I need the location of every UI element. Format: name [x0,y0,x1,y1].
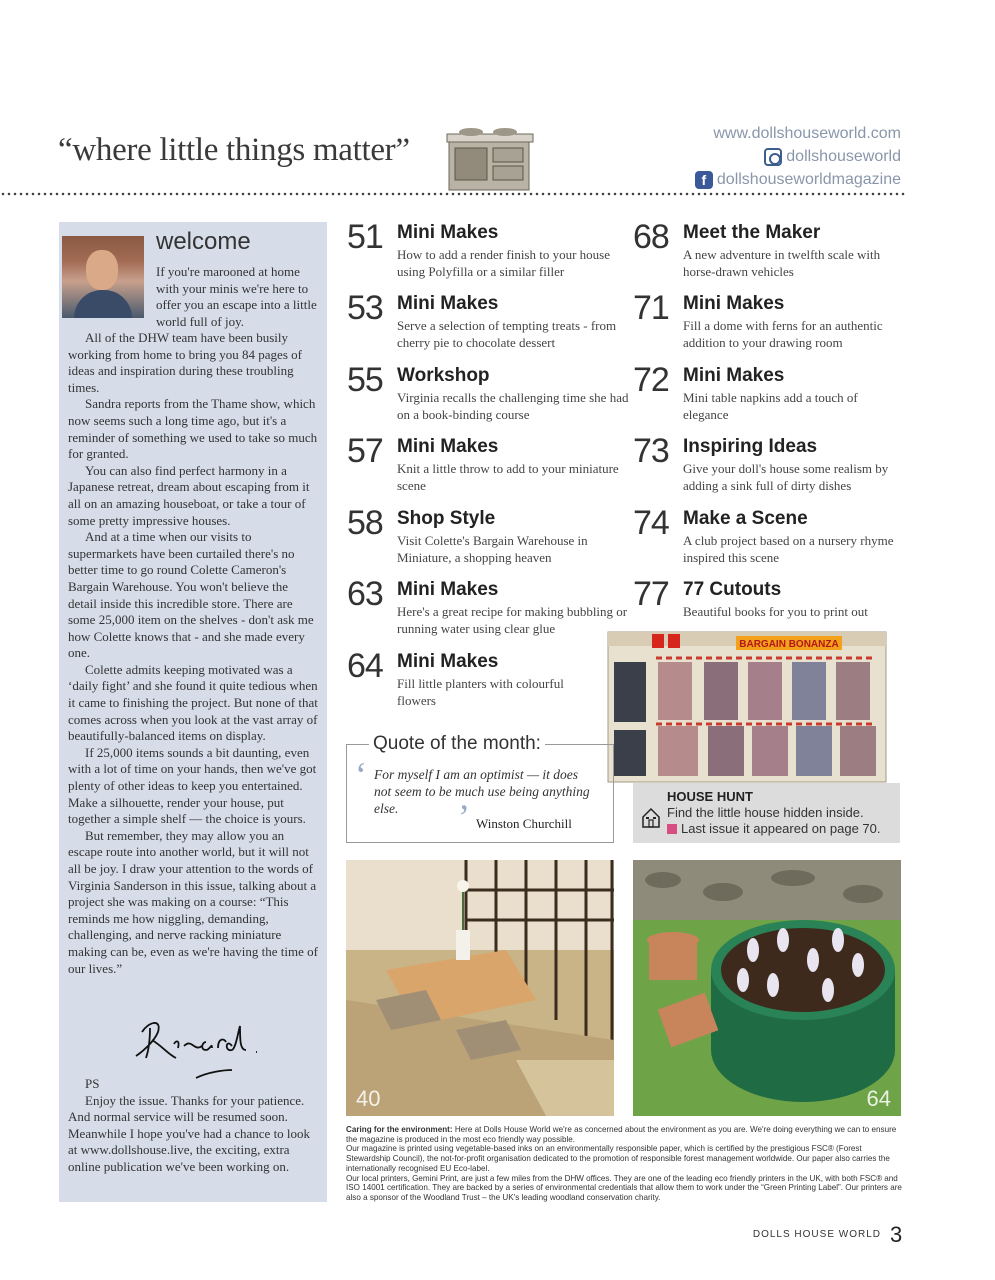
editor-portrait [62,236,144,318]
toc-description: Visit Colette's Bargain Warehouse in Miniature, a shopping heaven [397,533,588,565]
toc-page-number: 58 [347,504,383,542]
toc-page-number: 68 [633,218,669,256]
welcome-paragraph: Sandra reports from the Thame show, which now seems such a long time ago, but it's a reminder of something we used to take so much for granted. [68,396,318,462]
ps-text: Enjoy the issue. Thanks for your patience. And normal service will be resumed soon. Meanwhile I hope you've had a chance to look at www.dollshouse.live, the exciting, extra online publication we've been working on. [68,1092,311,1174]
house-hunt-instruction: Find the little house hidden inside. [667,805,864,820]
postscript [68,1076,320,1176]
welcome-title: welcome [156,228,251,255]
toc-title: Mini Makes [397,579,499,600]
eco-text: Here at Dolls House World we're as concerned about the environment as you are. We're doing everything we can to ensure the magazine is produced in the most eco friendly way possible. [346,1125,897,1144]
welcome-paragraph: You can also find perfect harmony in a Japanese retreat, dream about escaping from it all on an amazing houseboat, or take a tour of some pretty impressive houses. [68,462,310,528]
toc-description: Mini table napkins add a touch of elegance [683,390,858,422]
japanese-room-image [346,860,614,1116]
toc-page-number: 57 [347,432,383,470]
toc-description: Fill little planters with colourful flowers [397,676,564,708]
quote-heading: Quote of the month: [369,733,545,755]
toc-title: Workshop [397,365,490,386]
toc-title: Mini Makes [683,365,785,386]
pink-square-icon [667,824,677,834]
dotted-divider [0,192,905,196]
website-link[interactable]: www.dollshouseworld.com [713,125,901,142]
tagline: “where little things matter” [58,132,410,168]
welcome-paragraph: But remember, they may allow you an escape route into another world, but it will not all be joy. I draw your attention to the words of Virginia Sanderson in this issue, talking about a project she was making on a course: “This reminds me how niggling, demanding, challenging, and nerve racking miniature making can be, even as we're having the time of our lives.” [68,827,318,976]
toc-title: Mini Makes [397,222,499,243]
welcome-paragraph: If 25,000 items sounds a bit daunting, even with a lot of time on your hands, then we've got plenty of other ideas to keep you entertained. Make a silhouette, render your house, put together a simple shelf — the choice is yours. [68,744,317,827]
toc-page-number: 71 [633,289,669,327]
toc-description: Give your doll's house some realism by adding a sink full of dirty dishes [683,461,889,493]
toc-page-number: 63 [347,575,383,613]
toc-description: Here's a great recipe for making bubbling or running water using clear glue [397,604,628,636]
toc-page-number: 55 [347,361,383,399]
welcome-paragraph: And at a time when our visits to supermarkets have been curtailed there's no better time to go round Colette Cameron's Bargain Warehouse. You won't believe the detail inside this incredible store. There are some 25,000 item on the shelves - don't ask me how Colette knows that - and she made every one. [68,529,314,661]
eco-notice [346,1125,902,1203]
facebook-icon: f [695,171,713,189]
stove-image [445,124,535,192]
house-hunt-last-issue: Last issue it appeared on page 70. [667,821,880,836]
page-number: 3 [890,1222,903,1247]
toc-page-number: 51 [347,218,383,256]
bargain-store-image [600,628,892,788]
toc-title: Mini Makes [397,651,499,672]
toc-title: 77 Cutouts [683,579,782,600]
house-hunt-title: HOUSE HUNT [667,789,753,804]
toc-title: Mini Makes [397,293,499,314]
instagram-handle[interactable]: dollshouseworld [786,148,901,165]
welcome-paragraph: Colette admits keeping motivated was a ‘daily fight’ and she found it quite tedious when it came to finishing the project. But none of that comes across when you look at the vast array of beautifully-balanced items on display. [68,661,318,744]
ps-label: PS [85,1076,100,1091]
facebook-handle[interactable]: dollshouseworldmagazine [716,171,901,188]
toc-page-number: 73 [633,432,669,470]
photo-japanese-room[interactable] [346,860,614,1116]
toc-description: A new adventure in twelfth scale with horse-drawn vehicles [683,247,881,279]
photo-page-number: 64 [866,1086,891,1111]
toc-page-number: 72 [633,361,669,399]
flower-planter-image [633,860,901,1116]
welcome-paragraph: All of the DHW team have been busily working from home to bring you 84 pages of ideas and inspiration during these troubling times. [68,330,302,395]
toc-description: Beautiful books for you to print out [683,604,868,619]
toc-page-number: 53 [347,289,383,327]
toc-description: Serve a selection of tempting treats - from cherry pie to chocolate dessert [397,318,617,350]
toc-title: Mini Makes [397,436,499,457]
photo-page-number: 40 [356,1086,381,1111]
toc-description: How to add a render finish to your house using Polyfilla or a similar filler [397,247,611,279]
magazine-name: DOLLS HOUSE WORLD [752,1229,881,1240]
eco-label: Caring for the environment: [346,1125,453,1134]
toc-page-number: 64 [347,647,383,685]
toc-description: A club project based on a nursery rhyme inspired this scene [683,533,894,565]
toc-description: Virginia recalls the challenging time she had on a book-binding course [397,390,629,422]
toc-title: Make a Scene [683,508,808,529]
welcome-body [68,330,320,977]
open-quote-icon: ‘ [355,755,367,795]
instagram-icon [764,148,782,166]
toc-page-number: 74 [633,504,669,542]
eco-printers: Our local printers, Gemini Print, are just a few miles from the DHW offices. They are one of the leading eco friendly printers in the UK, with both FSC® and ISO 14001 certification. They are backed by a series of environmental credentials that allow them to work under the “Green Printing Label”. Our printers are also a sponsor of the Woodland Trust – the UK's leading woodland conservation charity. [346,1173,902,1202]
house-hunt-box [633,783,900,843]
toc-description: Fill a dome with ferns for an authentic addition to your drawing room [683,318,883,350]
quote-author: Winston Churchill [476,816,572,831]
social-links [695,122,901,191]
store-sign-text: BARGAIN BONANZA [739,639,839,650]
eco-paper: Our magazine is printed using vegetable-based inks on an environmentally responsible paper, which is certified by the prestigious FSC® (Forest Stewardship Council), the not-for-profit organisation dedicated to the promotion of responsible forest management worldwide. Our paper also carries the internationally recognised EU Eco-label. [346,1144,890,1173]
toc-description: Knit a little throw to add to your miniature scene [397,461,619,493]
toc-title: Shop Style [397,508,496,529]
toc-title: Mini Makes [683,293,785,314]
house-icon [641,807,661,829]
photo-flower-planter[interactable] [633,860,901,1116]
welcome-intro: If you're marooned at home with your minis we're here to offer you an escape into a little world full of joy. [156,264,317,329]
toc-page-number: 77 [633,575,669,613]
close-quote-icon: ’ [458,797,470,837]
toc-title: Inspiring Ideas [683,436,818,457]
quote-text: For myself I am an optimist — it does not seem to be much use being anything else. [374,767,590,816]
toc-title: Meet the Maker [683,222,821,243]
